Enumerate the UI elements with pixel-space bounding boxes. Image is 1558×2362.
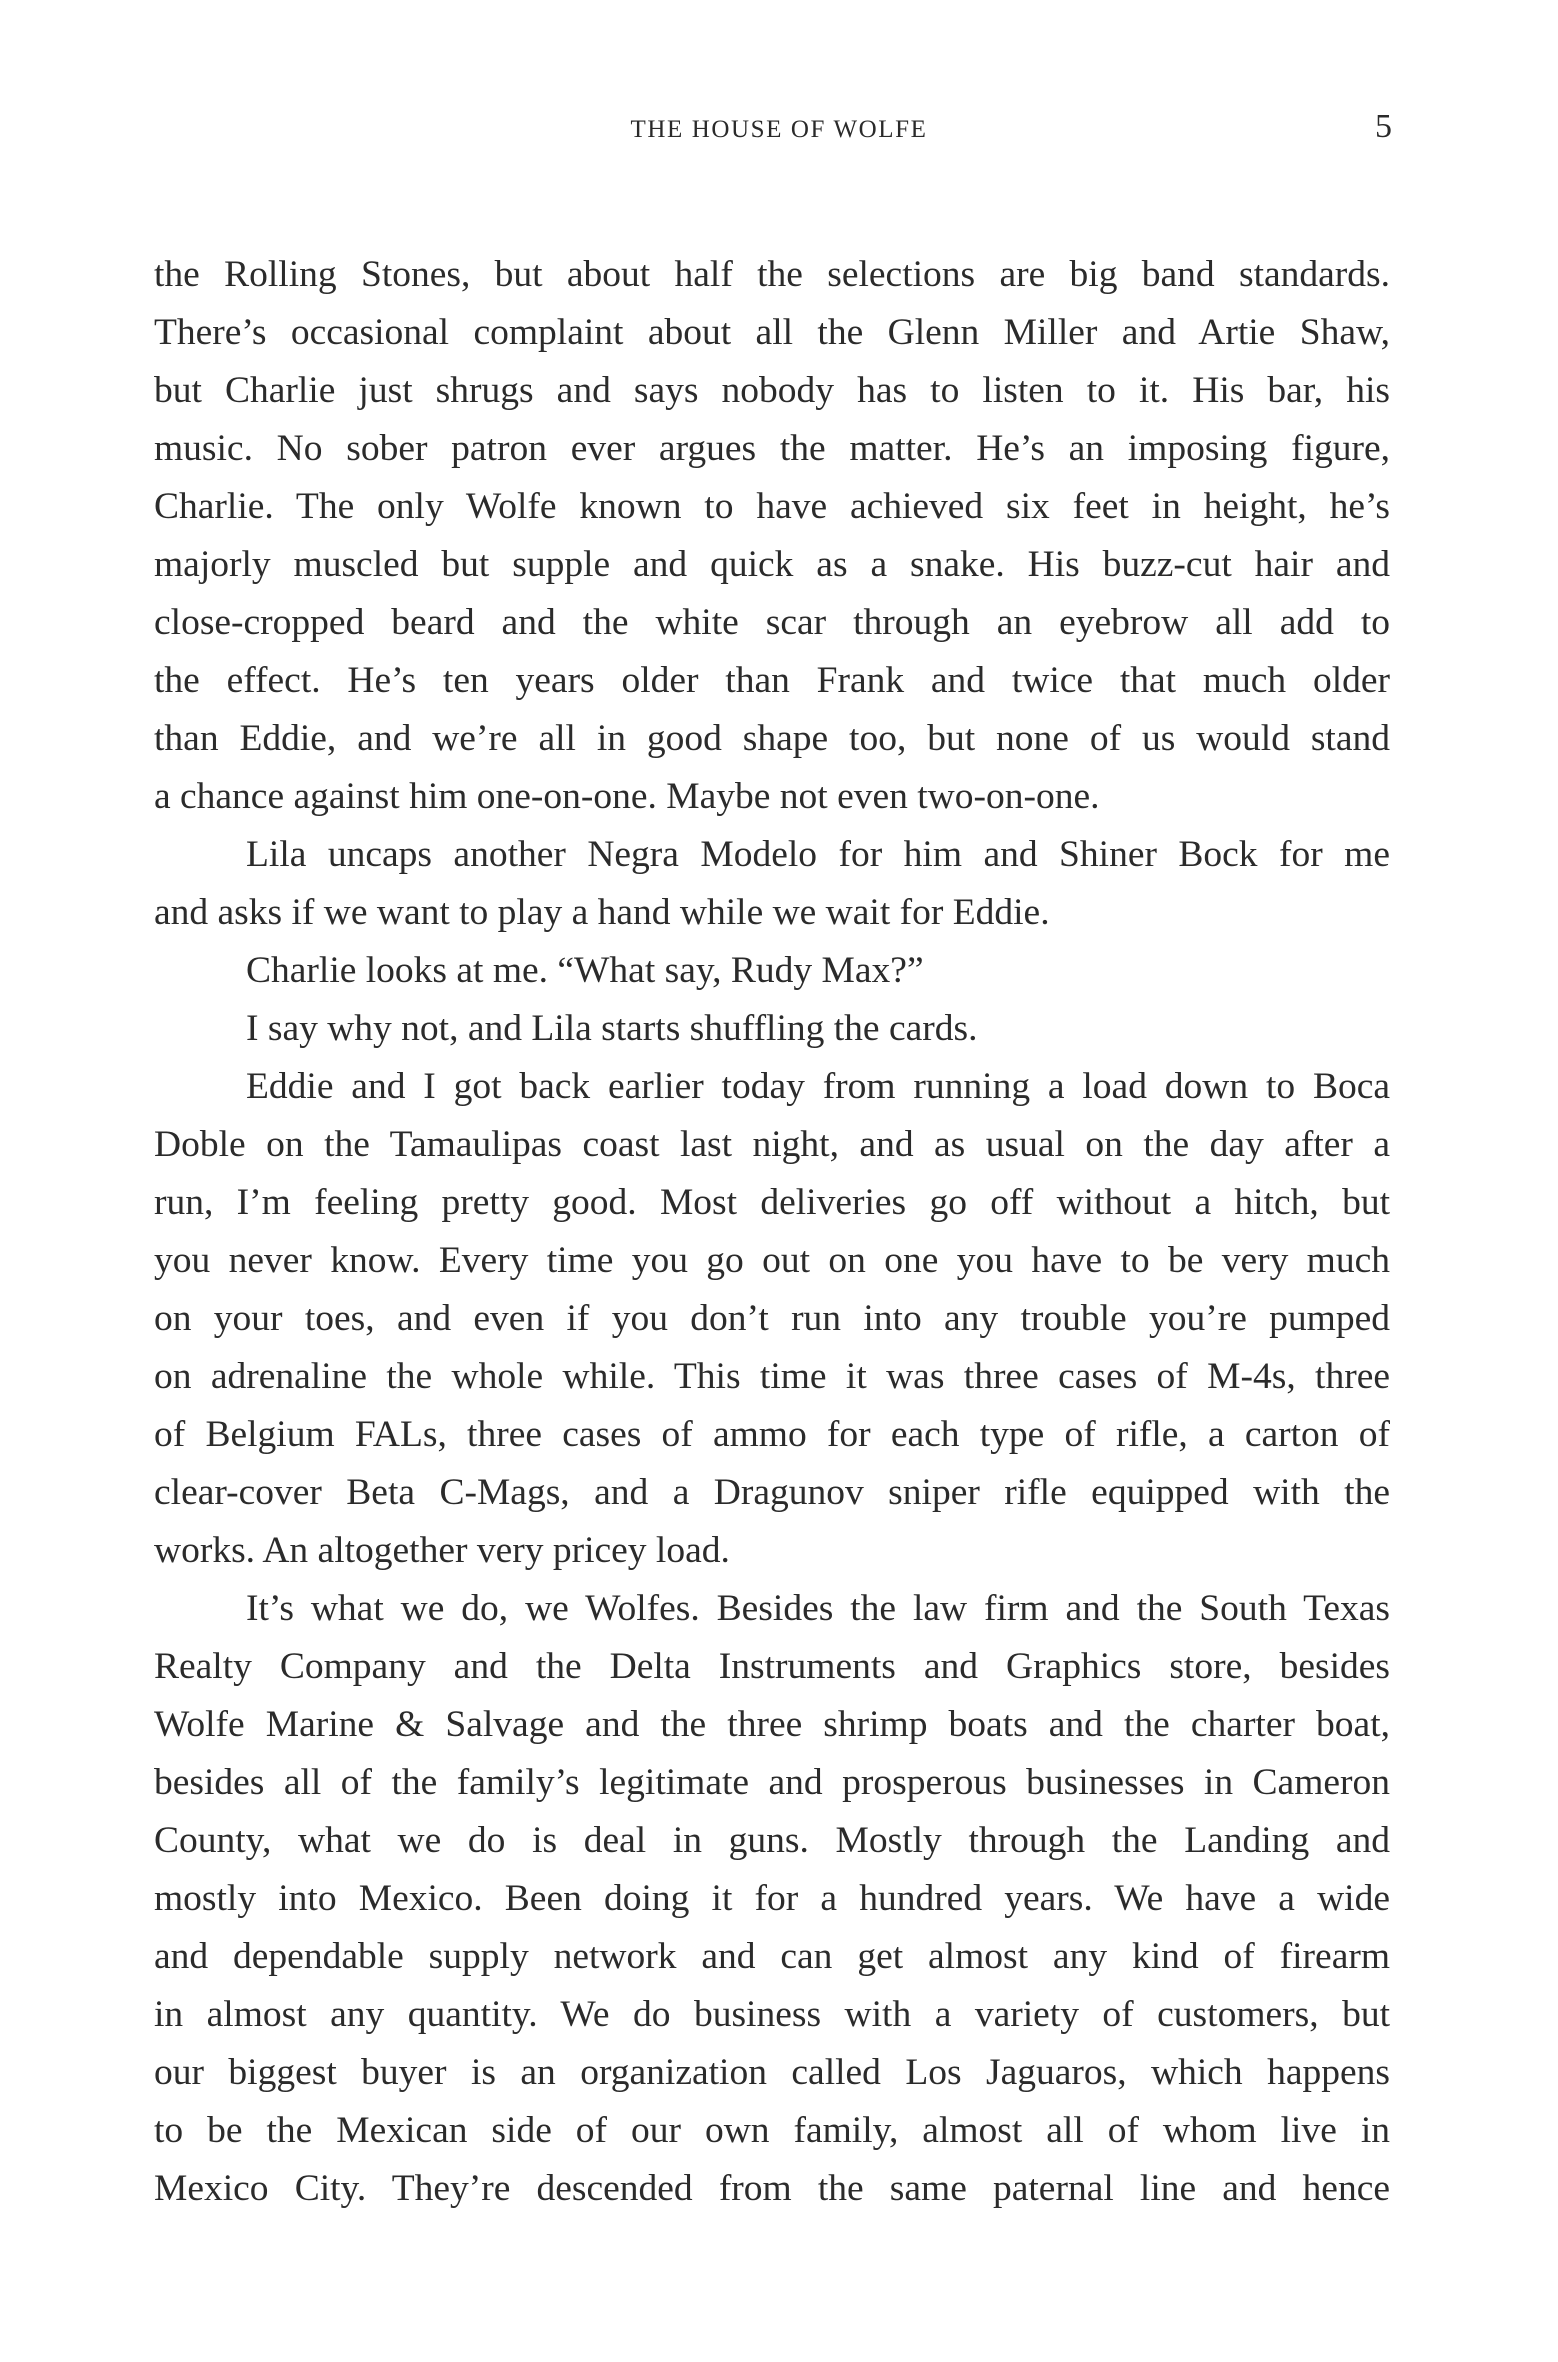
text-line: It’s what we do, we Wolfes. Besides the law firm and the South Texas bbox=[246, 1588, 1390, 1629]
text-line: the Rolling Stones, but about half the selections are big band standards. bbox=[154, 254, 1390, 295]
page-number: 5 bbox=[1375, 108, 1392, 145]
text-line: Wolfe Marine & Salvage and the three shrimp boats and the charter boat, bbox=[154, 1704, 1390, 1745]
text-line: works. An altogether very pricey load. bbox=[154, 1530, 730, 1571]
text-line: Charlie looks at me. “What say, Rudy Max?” bbox=[246, 950, 924, 991]
text-line: mostly into Mexico. Been doing it for a hundred years. We have a wide bbox=[154, 1878, 1390, 1919]
text-line: clear-cover Beta C-Mags, and a Dragunov sniper rifle equipped with the bbox=[154, 1472, 1390, 1513]
text-line: Realty Company and the Delta Instruments and Graphics store, besides bbox=[154, 1646, 1390, 1687]
text-line: Lila uncaps another Negra Modelo for him and Shiner Bock for me bbox=[246, 834, 1390, 875]
text-line: majorly muscled but supple and quick as a snake. His buzz-cut hair and bbox=[154, 544, 1390, 585]
text-line: Mexico City. They’re descended from the same paternal line and hence bbox=[154, 2168, 1390, 2209]
text-line: music. No sober patron ever argues the matter. He’s an imposing figure, bbox=[154, 428, 1390, 469]
text-line: on adrenaline the whole while. This time it was three cases of M-4s, three bbox=[154, 1356, 1390, 1397]
text-line: Eddie and I got back earlier today from running a load down to Boca bbox=[246, 1066, 1390, 1107]
text-line: you never know. Every time you go out on one you have to be very much bbox=[154, 1240, 1390, 1281]
text-line: and asks if we want to play a hand while we wait for Eddie. bbox=[154, 892, 1050, 933]
text-line: Doble on the Tamaulipas coast last night, and as usual on the day after a bbox=[154, 1124, 1390, 1165]
text-line: to be the Mexican side of our own family, almost all of whom live in bbox=[154, 2110, 1390, 2151]
text-line: in almost any quantity. We do business with a variety of customers, but bbox=[154, 1994, 1390, 2035]
text-line: the effect. He’s ten years older than Frank and twice that much older bbox=[154, 660, 1390, 701]
text-line: on your toes, and even if you don’t run into any trouble you’re pumped bbox=[154, 1298, 1390, 1339]
text-line: I say why not, and Lila starts shuffling the cards. bbox=[246, 1008, 978, 1049]
text-line: There’s occasional complaint about all the Glenn Miller and Artie Shaw, bbox=[154, 312, 1390, 353]
text-line: of Belgium FALs, three cases of ammo for each type of rifle, a carton of bbox=[154, 1414, 1390, 1455]
text-line: besides all of the family’s legitimate and prosperous businesses in Cameron bbox=[154, 1762, 1390, 1803]
text-line: run, I’m feeling pretty good. Most deliveries go off without a hitch, but bbox=[154, 1182, 1390, 1223]
text-line: than Eddie, and we’re all in good shape too, but none of us would stand bbox=[154, 718, 1390, 759]
text-line: Charlie. The only Wolfe known to have achieved six feet in height, he’s bbox=[154, 486, 1390, 527]
text-line: but Charlie just shrugs and says nobody has to listen to it. His bar, his bbox=[154, 370, 1390, 411]
running-head-title: THE HOUSE OF WOLFE bbox=[630, 116, 928, 143]
text-line: a chance against him one-on-one. Maybe not even two-on-one. bbox=[154, 776, 1100, 817]
text-line: and dependable supply network and can get almost any kind of firearm bbox=[154, 1936, 1390, 1977]
body-text bbox=[154, 246, 1390, 2218]
text-line: our biggest buyer is an organization called Los Jaguaros, which happens bbox=[154, 2052, 1390, 2093]
text-line: close-cropped beard and the white scar through an eyebrow all add to bbox=[154, 602, 1390, 643]
text-line: County, what we do is deal in guns. Mostly through the Landing and bbox=[154, 1820, 1390, 1861]
